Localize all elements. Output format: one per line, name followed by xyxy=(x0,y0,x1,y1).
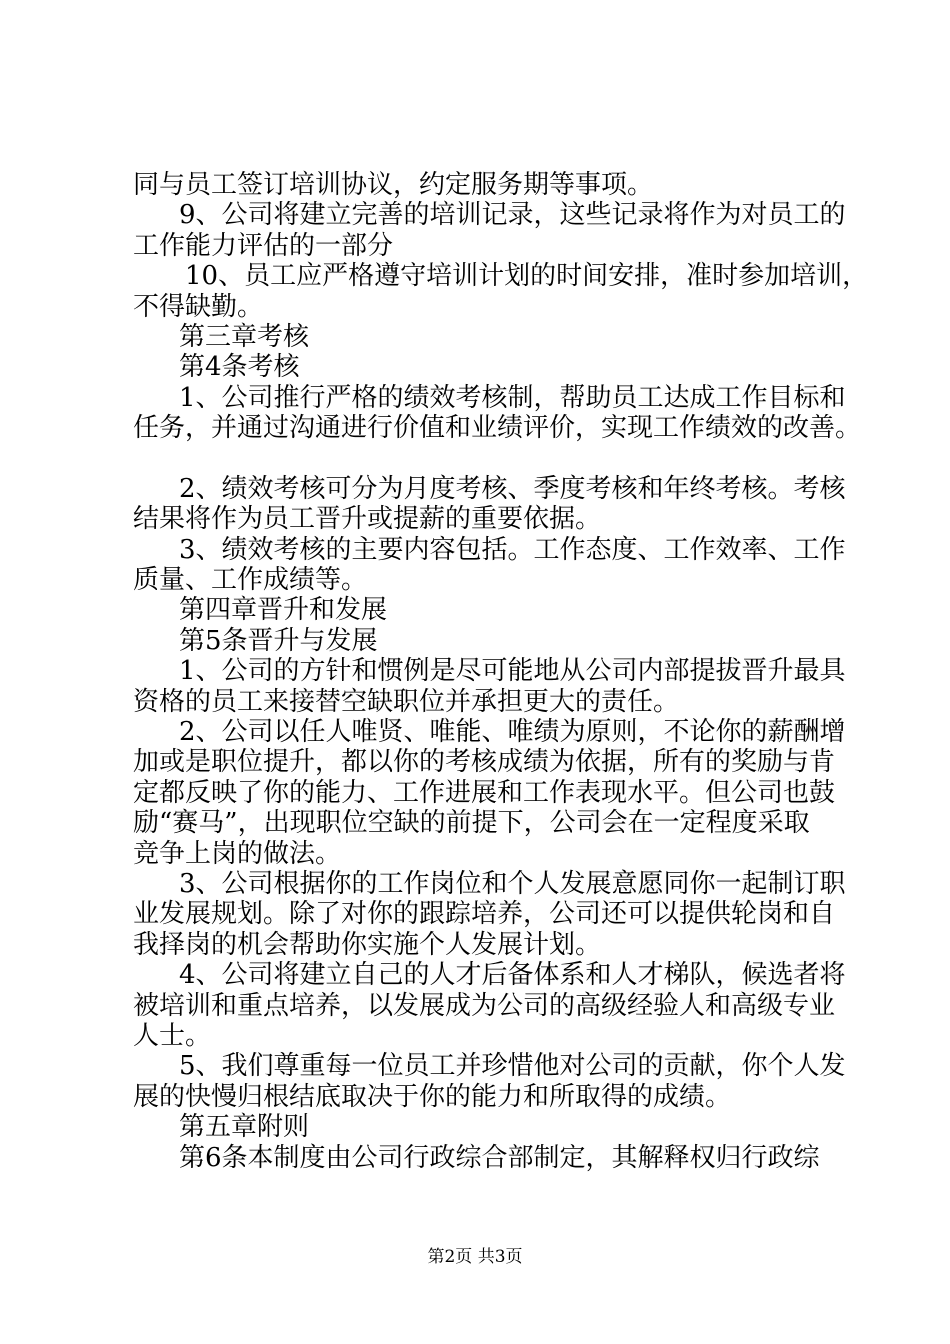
text-line: 加或是职位提升，都以你的考核成绩为依据，所有的奖励与肯 xyxy=(133,747,836,778)
text-line: 不得缺勤。 xyxy=(133,291,264,322)
text-line: 业发展规划。除了对你的跟踪培养，公司还可以提供轮岗和自 xyxy=(133,899,836,930)
text-line: 任务，并通过沟通进行价值和业绩评价，实现工作绩效的改善。 xyxy=(133,413,862,444)
text-line: 质量、工作成绩等。 xyxy=(133,565,368,596)
text-line: 4、公司将建立自己的人才后备体系和人才梯队，候选者将 xyxy=(179,960,846,991)
page-footer xyxy=(0,1242,950,1267)
text-line: 5、我们尊重每一位员工并珍惜他对公司的贡献，你个人发 xyxy=(179,1051,846,1082)
text-line: 第五章附则 xyxy=(179,1112,310,1143)
text-line: 第5条晋升与发展 xyxy=(179,625,378,656)
text-line: 1、公司推行严格的绩效考核制，帮助员工达成工作目标和 xyxy=(179,382,846,413)
text-line: 第6条本制度由公司行政综合部制定，其解释权归行政综 xyxy=(179,1142,820,1173)
text-line: 励“赛马”，出现职位空缺的前提下，公司会在一定程度采取 xyxy=(133,808,810,839)
text-line: 竞争上岗的做法。 xyxy=(133,838,342,869)
text-line: 2、公司以任人唯贤、唯能、唯绩为原则，不论你的薪酬增 xyxy=(179,717,846,748)
text-line: 10、员工应严格遵守培训计划的时间安排，准时参加培训， xyxy=(185,261,869,292)
text-line: 人士。 xyxy=(133,1020,212,1051)
text-line: 我择岗的机会帮助你实施个人发展计划。 xyxy=(133,929,602,960)
document-body xyxy=(133,170,869,1173)
text-line: 第四章晋升和发展 xyxy=(179,595,388,626)
page-number-label: 第2页 共3页 xyxy=(427,1247,523,1267)
text-line: 展的快慢归根结底取决于你的能力和所取得的成绩。 xyxy=(133,1081,732,1112)
text-line: 3、公司根据你的工作岗位和个人发展意愿同你一起制订职 xyxy=(179,868,846,899)
blank-line xyxy=(133,444,863,474)
text-line: 3、绩效考核的主要内容包括。工作态度、工作效率、工作 xyxy=(179,534,846,565)
text-line: 定都反映了你的能力、工作进展和工作表现水平。但公司也鼓 xyxy=(133,777,836,808)
text-line: 被培训和重点培养，以发展成为公司的高级经验人和高级专业 xyxy=(133,990,836,1021)
text-line: 2、绩效考核可分为月度考核、季度考核和年终考核。考核 xyxy=(179,473,846,504)
text-line: 同与员工签订培训协议，约定服务期等事项。 xyxy=(133,170,654,200)
text-line: 资格的员工来接替空缺职位并承担更大的责任。 xyxy=(133,686,680,717)
text-line: 第4条考核 xyxy=(179,352,300,383)
text-line: 9、公司将建立完善的培训记录，这些记录将作为对员工的 xyxy=(179,200,846,231)
text-line: 第三章考核 xyxy=(179,321,310,352)
text-line: 结果将作为员工晋升或提薪的重要依据。 xyxy=(133,504,602,535)
text-line: 1、公司的方针和惯例是尽可能地从公司内部提拔晋升最具 xyxy=(179,656,846,687)
text-line: 工作能力评估的一部分 xyxy=(133,230,394,261)
